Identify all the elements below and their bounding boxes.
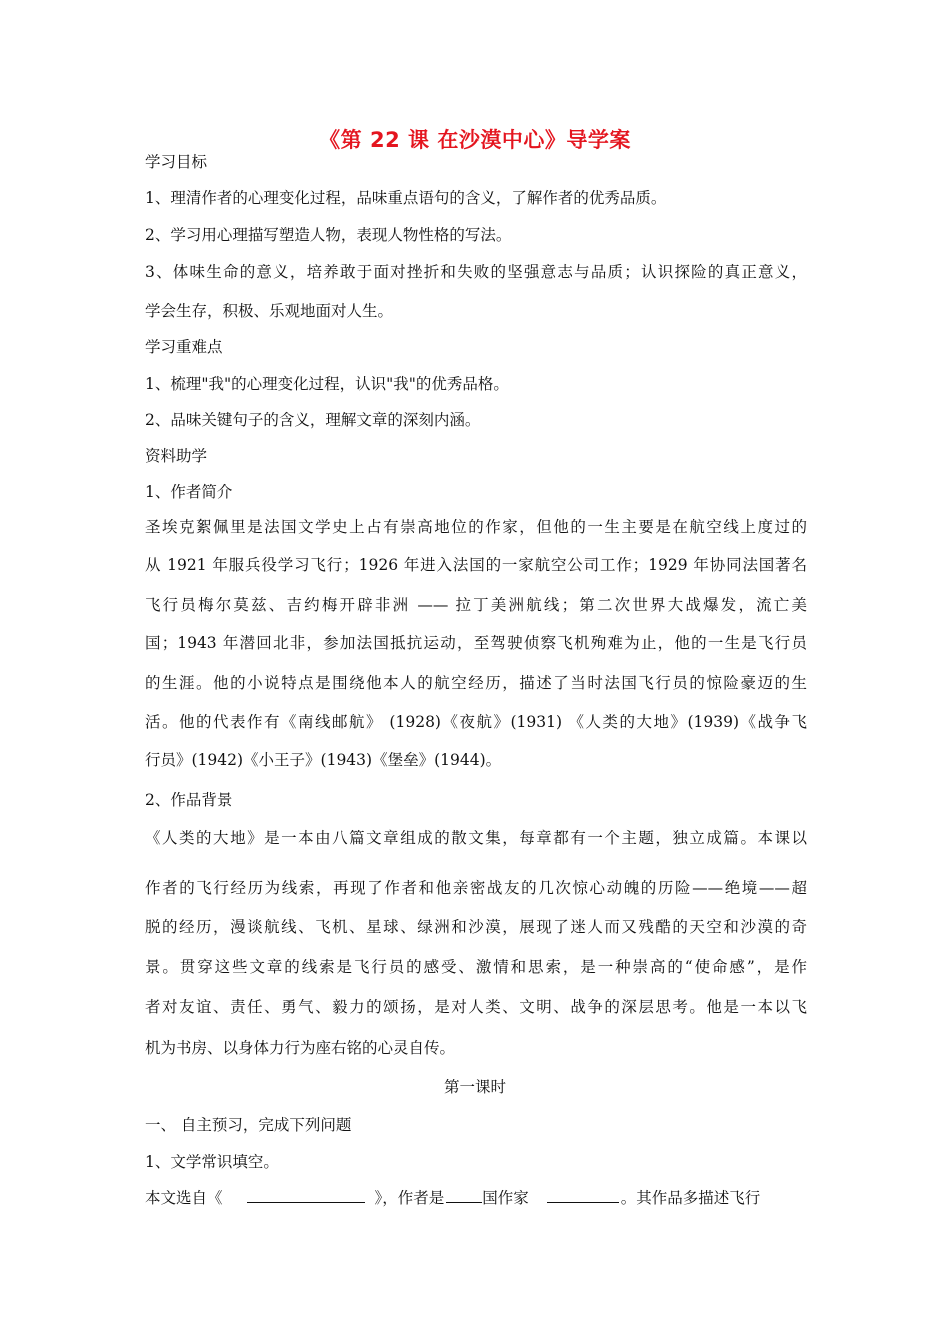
background-line: 景。贯穿这些文章的线索是飞行员的感受、激情和思索，是一种崇高的“使命感”，是作 — [145, 958, 807, 976]
author-intro-line: 从 1921 年服兵役学习飞行；1926 年进入法国的一家航空公司工作；1929 年协同法国著名 — [145, 556, 807, 574]
background-line: 脱的经历，漫谈航线、飞机、星球、绿洲和沙漠，展现了迷人而又残酷的天空和沙漠的奇 — [145, 918, 807, 936]
background-line: 者对友谊、责任、勇气、毅力的颂扬，是对人类、文明、战争的深层思考。他是一本以飞 — [145, 998, 807, 1016]
author-intro-line: 行员》(1942)《小王子》(1943)《堡垒》(1944)。 — [145, 751, 502, 769]
fill-text-part3: 国作家 — [482, 1189, 529, 1207]
author-intro-line: 飞行员梅尔莫兹、吉约梅开辟非洲 —— 拉丁美洲航线；第二次世界大战爆发，流亡美 — [145, 596, 807, 614]
learning-goal-3: 3、体味生命的意义，培养敢于面对挫折和失败的坚强意志与品质；认识探险的真正意义， — [145, 263, 807, 281]
lesson-heading: 第一课时 — [443, 1078, 506, 1096]
fill-text-part1: 本文选自《 — [145, 1189, 223, 1207]
blank-author-name[interactable] — [547, 1188, 619, 1203]
section-heading-materials: 资料助学 — [145, 447, 208, 465]
section-heading-learning-goals: 学习目标 — [145, 153, 208, 171]
background-line: 作者的飞行经历为线索，再现了作者和他亲密战友的几次惊心动魄的历险——绝境——超 — [145, 879, 807, 897]
author-intro-line: 的生涯。他的小说特点是围绕他本人的航空经历，描述了当时法国飞行员的惊险豪迈的生 — [145, 674, 807, 692]
learning-goal-3-cont: 学会生存，积极、乐观地面对人生。 — [145, 302, 394, 320]
author-intro-heading: 1、作者简介 — [145, 483, 233, 501]
key-point-2: 2、品味关键句子的含义，理解文章的深刻内涵。 — [145, 411, 481, 429]
blank-book-title[interactable] — [247, 1188, 365, 1203]
background-line: 机为书房、以身体力行为座右铭的心灵自传。 — [145, 1039, 456, 1057]
page-title: 《第 22 课 在沙漠中心》导学案 — [319, 128, 631, 152]
learning-goal-1: 1、理清作者的心理变化过程，品味重点语句的含义，了解作者的优秀品质。 — [145, 189, 667, 207]
background-line: 《人类的大地》是一本由八篇文章组成的散文集，每章都有一个主题，独立成篇。本课以 — [145, 829, 807, 847]
fill-blank-line — [145, 1188, 760, 1208]
fill-text-part4: 。其作品多描述飞行 — [620, 1189, 761, 1207]
author-intro-line: 国；1943 年潜回北非，参加法国抵抗运动，至驾驶侦察飞机殉难为止，他的一生是飞行员 — [145, 634, 807, 652]
section-heading-key-points: 学习重难点 — [145, 338, 223, 356]
section-one-heading: 一、 自主预习，完成下列问题 — [145, 1116, 352, 1134]
blank-country[interactable] — [446, 1188, 482, 1203]
question-1: 1、文学常识填空。 — [145, 1153, 279, 1171]
learning-goal-2: 2、学习用心理描写塑造人物，表现人物性格的写法。 — [145, 226, 512, 244]
background-heading: 2、作品背景 — [145, 791, 233, 809]
author-intro-line: 活。他的代表作有《南线邮航》 (1928)《夜航》(1931) 《人类的大地》(1939)《战争飞 — [145, 713, 807, 731]
key-point-1: 1、梳理"我"的心理变化过程，认识"我"的优秀品格。 — [145, 375, 509, 393]
fill-text-part2: 》，作者是 — [374, 1189, 445, 1207]
author-intro-line: 圣埃克絮佩里是法国文学史上占有崇高地位的作家，但他的一生主要是在航空线上度过的 — [145, 518, 807, 536]
